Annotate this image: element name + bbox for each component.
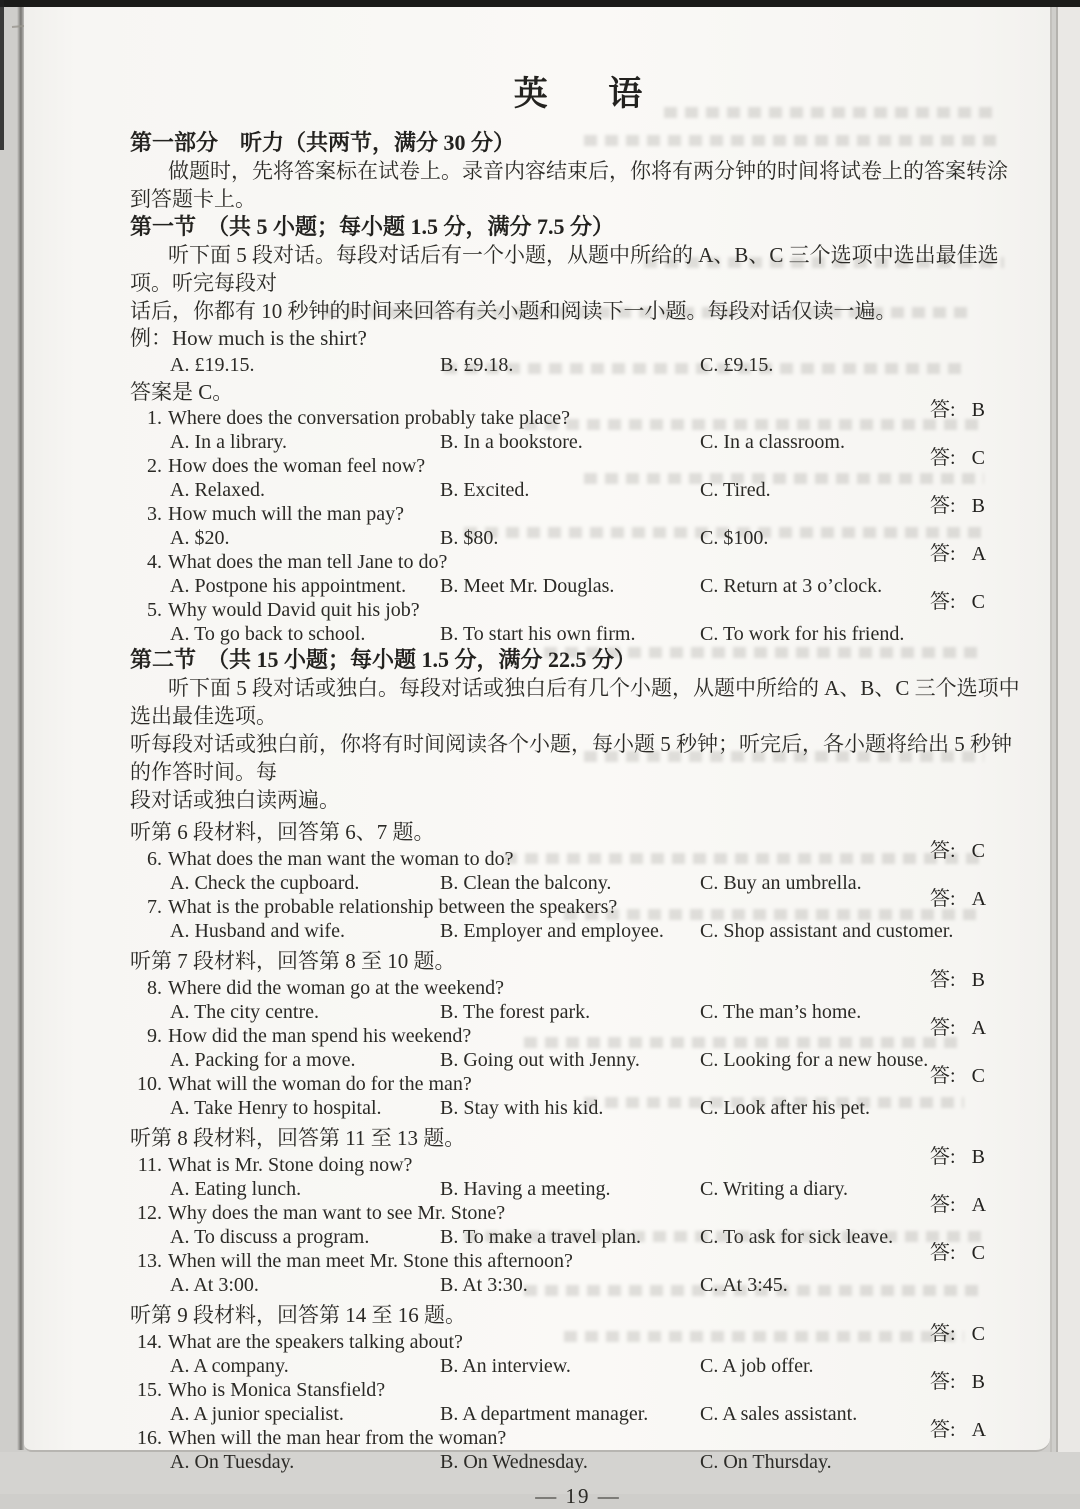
- question-text: When will the man hear from the woman?: [168, 1427, 507, 1449]
- material-header: 听第 6 段材料，回答第 6、7 题。: [130, 820, 435, 844]
- option-c: C. At 3:45.: [700, 1274, 788, 1296]
- answer-annotation: [930, 1188, 986, 1217]
- question-options: [130, 1049, 1026, 1072]
- question-text: How much will the man pay?: [168, 503, 405, 525]
- question-options: [130, 872, 1026, 895]
- answer-letter: C: [971, 840, 985, 862]
- question-block: [130, 1146, 1026, 1201]
- option-a: A. A company.: [170, 1355, 289, 1377]
- answer-annotation: [930, 1011, 986, 1040]
- answer-label: 答:: [930, 399, 956, 421]
- question-text: What does the man tell Jane to do?: [168, 551, 448, 573]
- question-line: [130, 454, 1026, 479]
- question-line: [130, 1378, 1026, 1403]
- option-b: B. The forest park.: [440, 1001, 591, 1023]
- example-option-a: A. £19.15.: [170, 354, 255, 376]
- answer-letter: B: [971, 495, 985, 517]
- question-line: [130, 895, 1026, 920]
- material-header: 听第 8 段材料，回答第 11 至 13 题。: [130, 1126, 466, 1150]
- answer-letter: A: [971, 1419, 987, 1441]
- page-content: [130, 7, 1026, 1509]
- question-number: 12.: [137, 1202, 162, 1224]
- question-options: [130, 1355, 1026, 1378]
- question-text: What does the man want the woman to do?: [168, 848, 514, 870]
- question-block: [130, 969, 1026, 1024]
- answer-label: 答:: [930, 969, 956, 991]
- option-c: C. Return at 3 o’clock.: [700, 575, 883, 597]
- question-number: 13.: [137, 1250, 162, 1272]
- answer-annotation: [930, 1236, 985, 1265]
- answer-annotation: [930, 882, 986, 911]
- answer-letter: C: [971, 1242, 985, 1264]
- section2-heading: 第二节 （共 15 小题；每小题 1.5 分，满分 22.5 分）: [130, 647, 637, 672]
- question-text: How does the woman feel now?: [168, 455, 426, 477]
- option-c: C. Buy an umbrella.: [700, 872, 862, 894]
- question-text: Why does the man want to see Mr. Stone?: [168, 1202, 506, 1224]
- option-b: B. Clean the balcony.: [440, 872, 612, 894]
- option-a: A. Eating lunch.: [170, 1178, 302, 1200]
- option-b: B. Employer and employee.: [440, 920, 664, 942]
- question-line: [130, 1072, 1026, 1097]
- question-block: [130, 840, 1026, 895]
- option-b: B. To make a travel plan.: [440, 1226, 641, 1248]
- option-c: C. Shop assistant and customer.: [700, 920, 954, 942]
- option-a: A. Postpone his appointment.: [170, 575, 407, 597]
- question-number: 14.: [137, 1331, 162, 1353]
- question-number: 3.: [147, 503, 162, 525]
- question-number: 4.: [147, 551, 162, 573]
- question-line: [130, 1201, 1026, 1226]
- example-option-b: B. £9.18.: [440, 354, 514, 376]
- answer-label: 答:: [930, 1146, 956, 1168]
- question-number: 16.: [137, 1427, 162, 1449]
- question-options: [130, 479, 1026, 502]
- question-line: [130, 406, 1026, 431]
- section1-heading: 第一节 （共 5 小题；每小题 1.5 分，满分 7.5 分）: [130, 214, 615, 239]
- option-a: A. To discuss a program.: [170, 1226, 370, 1248]
- question-block: [130, 495, 1026, 550]
- option-a: A. Husband and wife.: [170, 920, 345, 942]
- question-text: Where did the woman go at the weekend?: [168, 977, 504, 999]
- answer-label: 答:: [930, 1242, 956, 1264]
- exam-title: 英 语: [513, 76, 669, 113]
- question-line: [130, 502, 1026, 527]
- answer-letter: C: [971, 1323, 985, 1345]
- answer-annotation: [930, 1317, 985, 1346]
- section2-questions: [130, 819, 1026, 1474]
- question-number: 11.: [137, 1154, 162, 1176]
- example-prompt: 例：How much is the shirt?: [130, 326, 367, 350]
- question-options: [130, 1403, 1026, 1426]
- answer-label: 答:: [930, 1323, 956, 1345]
- option-a: A. At 3:00.: [170, 1274, 259, 1296]
- page-right-edge-line: [1056, 7, 1058, 1452]
- question-block: [130, 591, 1026, 646]
- question-number: 2.: [147, 455, 162, 477]
- option-a: A. $20.: [170, 527, 230, 549]
- option-b: B. Meet Mr. Douglas.: [440, 575, 615, 597]
- question-text: Where does the conversation probably take place?: [168, 407, 571, 429]
- section2-note-line: 听每段对话或独白前，你将有时间阅读各个小题，每小题 5 秒钟；听完后，各小题将给出 5 秒钟的作答时间。每: [130, 732, 1012, 784]
- option-b: B. $80.: [440, 527, 499, 549]
- option-a: A. On Tuesday.: [170, 1451, 295, 1473]
- question-options: [130, 1226, 1026, 1249]
- option-c: C. To work for his friend.: [700, 623, 905, 645]
- answer-annotation: [930, 585, 985, 614]
- option-a: A. A junior specialist.: [170, 1403, 344, 1425]
- question-block: [130, 543, 1026, 598]
- question-number: 5.: [147, 599, 162, 621]
- answer-letter: B: [971, 399, 985, 421]
- section1-note-line: 话后，你都有 10 秒钟的时间来回答有关小题和阅读下一小题。每段对话仅读一遍。: [130, 299, 897, 323]
- answer-label: 答:: [930, 888, 956, 910]
- scan-right-margin: [1058, 7, 1080, 1494]
- option-b: B. Excited.: [440, 479, 530, 501]
- answer-letter: A: [971, 1017, 987, 1039]
- option-b: B. At 3:30.: [440, 1274, 528, 1296]
- question-text: How did the man spend his weekend?: [168, 1025, 472, 1047]
- question-number: 15.: [137, 1379, 162, 1401]
- option-a: A. To go back to school.: [170, 623, 366, 645]
- question-line: [130, 1426, 1026, 1451]
- question-block: [130, 1419, 1026, 1474]
- option-b: B. An interview.: [440, 1355, 571, 1377]
- answer-annotation: [930, 1365, 985, 1394]
- answer-label: 答:: [930, 1065, 956, 1087]
- option-a: A. Take Henry to hospital.: [170, 1097, 382, 1119]
- question-block: [130, 1323, 1026, 1378]
- option-c: C. Look after his pet.: [700, 1097, 870, 1119]
- answer-annotation: [930, 1059, 985, 1088]
- option-b: B. In a bookstore.: [440, 431, 583, 453]
- answer-label: 答:: [930, 840, 956, 862]
- answer-annotation: [930, 393, 985, 422]
- page-left-edge-shadow: [17, 7, 24, 1450]
- option-c: C. In a classroom.: [700, 431, 845, 453]
- answer-letter: C: [971, 447, 985, 469]
- answer-label: 答:: [930, 1419, 956, 1441]
- option-c: C. A sales assistant.: [700, 1403, 858, 1425]
- answer-letter: C: [971, 1065, 985, 1087]
- option-c: C. Looking for a new house.: [700, 1049, 929, 1071]
- question-line: [130, 847, 1026, 872]
- question-block: [130, 1017, 1026, 1072]
- question-line: [130, 550, 1026, 575]
- question-number: 6.: [147, 848, 162, 870]
- option-b: B. On Wednesday.: [440, 1451, 588, 1473]
- question-block: [130, 399, 1026, 454]
- question-number: 7.: [147, 896, 162, 918]
- answer-label: 答:: [930, 447, 956, 469]
- example-option-c: C. £9.15.: [700, 354, 774, 376]
- option-b: B. A department manager.: [440, 1403, 649, 1425]
- question-line: [130, 1249, 1026, 1274]
- option-c: C. $100.: [700, 527, 769, 549]
- question-options: [130, 1274, 1026, 1297]
- question-number: 8.: [147, 977, 162, 999]
- answer-label: 答:: [930, 543, 956, 565]
- answer-label: 答:: [930, 591, 956, 613]
- answer-letter: A: [971, 888, 987, 910]
- answer-annotation: [930, 1413, 986, 1442]
- example-answer-note: 答案是 C。: [130, 380, 234, 404]
- question-line: [130, 1024, 1026, 1049]
- question-number: 10.: [137, 1073, 162, 1095]
- material-header: 听第 9 段材料，回答第 14 至 16 题。: [130, 1303, 466, 1327]
- question-text: Why would David quit his job?: [168, 599, 420, 621]
- part1-note: 做题时，先将答案标在试卷上。录音内容结束后，你将有两分钟的时间将试卷上的答案转涂到答题卡上。: [130, 159, 1008, 211]
- question-text: When will the man meet Mr. Stone this afternoon?: [168, 1250, 573, 1272]
- page-number: — 19 —: [535, 1484, 621, 1508]
- option-c: C. The man’s home.: [700, 1001, 862, 1023]
- answer-annotation: [930, 537, 986, 566]
- question-block: [130, 1194, 1026, 1249]
- answer-annotation: [930, 834, 985, 863]
- answer-letter: A: [971, 1194, 987, 1216]
- question-block: [130, 1242, 1026, 1297]
- option-c: C. Tired.: [700, 479, 771, 501]
- question-options: [130, 1451, 1026, 1474]
- question-text: What is the probable relationship between the speakers?: [168, 896, 618, 918]
- exam-paper-page: [24, 7, 1050, 1508]
- question-number: 9.: [147, 1025, 162, 1047]
- option-a: A. Packing for a move.: [170, 1049, 356, 1071]
- option-c: C. To ask for sick leave.: [700, 1226, 894, 1248]
- option-c: C. Writing a diary.: [700, 1178, 849, 1200]
- section1-note-line: 听下面 5 段对话。每段对话后有一个小题，从题中所给的 A、B、C 三个选项中选出最佳选项。听完每段对: [130, 243, 999, 295]
- question-options: [130, 1097, 1026, 1120]
- question-block: [130, 888, 1026, 943]
- option-c: C. A job offer.: [700, 1355, 814, 1377]
- scan-left-edge-dark: [0, 0, 4, 150]
- option-a: A. In a library.: [170, 431, 287, 453]
- question-options: [130, 623, 1026, 646]
- answer-letter: A: [971, 543, 987, 565]
- question-text: What is Mr. Stone doing now?: [168, 1154, 413, 1176]
- question-options: [130, 431, 1026, 454]
- question-text: What are the speakers talking about?: [168, 1331, 463, 1353]
- page-right-edge-line: [1050, 7, 1052, 1452]
- question-options: [130, 1001, 1026, 1024]
- section2-note-line: 听下面 5 段对话或独白。每段对话或独白后有几个小题，从题中所给的 A、B、C 三个选项中选出最佳选项。: [130, 676, 1020, 728]
- answer-label: 答:: [930, 1017, 956, 1039]
- example-options: [130, 352, 1026, 379]
- section2-note-line: 段对话或独白读两遍。: [130, 788, 340, 812]
- option-c: C. On Thursday.: [700, 1451, 832, 1473]
- part1-heading: 第一部分 听力（共两节，满分 30 分）: [130, 130, 516, 155]
- question-line: [130, 598, 1026, 623]
- question-block: [130, 1065, 1026, 1120]
- answer-letter: B: [971, 1371, 985, 1393]
- question-options: [130, 920, 1026, 943]
- option-a: A. Check the cupboard.: [170, 872, 360, 894]
- answer-annotation: [930, 1140, 985, 1169]
- question-text: What will the woman do for the man?: [168, 1073, 472, 1095]
- answer-annotation: [930, 963, 985, 992]
- option-a: A. Relaxed.: [170, 479, 265, 501]
- option-b: B. Having a meeting.: [440, 1178, 611, 1200]
- question-text: Who is Monica Stansfield?: [168, 1379, 386, 1401]
- answer-letter: B: [971, 1146, 985, 1168]
- question-options: [130, 1178, 1026, 1201]
- material-header: 听第 7 段材料，回答第 8 至 10 题。: [130, 949, 456, 973]
- option-b: B. To start his own firm.: [440, 623, 636, 645]
- answer-letter: C: [971, 591, 985, 613]
- question-options: [130, 527, 1026, 550]
- answer-label: 答:: [930, 1194, 956, 1216]
- option-a: A. The city centre.: [170, 1001, 320, 1023]
- question-line: [130, 976, 1026, 1001]
- option-b: B. Going out with Jenny.: [440, 1049, 640, 1071]
- question-line: [130, 1153, 1026, 1178]
- answer-label: 答:: [930, 1371, 956, 1393]
- question-block: [130, 1371, 1026, 1426]
- answer-annotation: [930, 441, 985, 470]
- question-line: [130, 1330, 1026, 1355]
- question-number: 1.: [147, 407, 162, 429]
- answer-label: 答:: [930, 495, 956, 517]
- question-block: [130, 447, 1026, 502]
- question-options: [130, 575, 1026, 598]
- answer-annotation: [930, 489, 985, 518]
- scan-top-edge: [0, 0, 1080, 7]
- answer-letter: B: [971, 969, 985, 991]
- section1-questions: [130, 399, 1026, 646]
- option-b: B. Stay with his kid.: [440, 1097, 604, 1119]
